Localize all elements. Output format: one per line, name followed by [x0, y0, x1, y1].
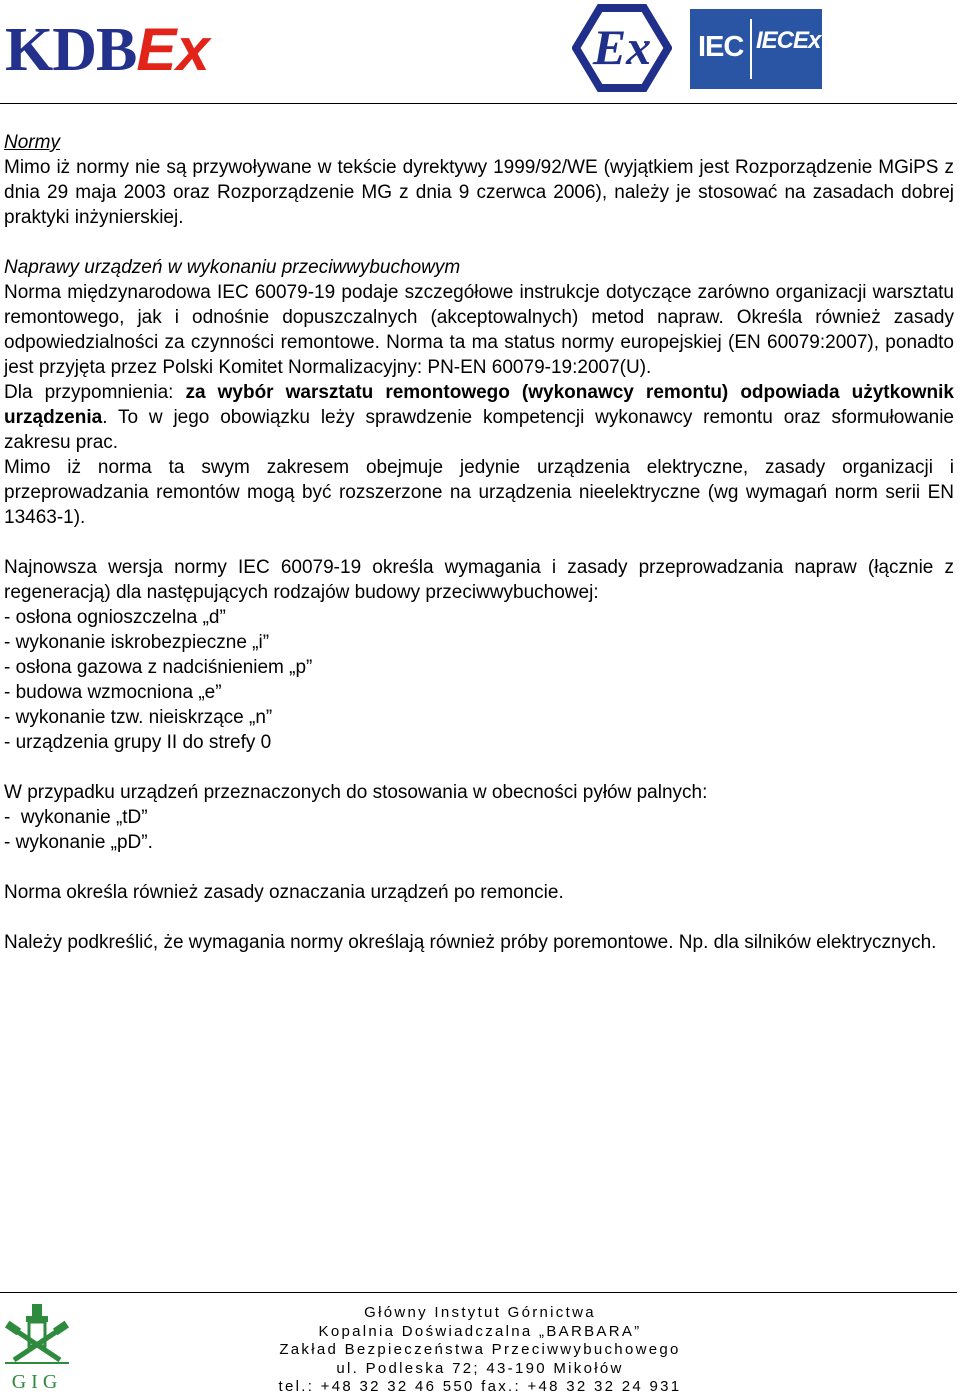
spacer [4, 905, 954, 930]
section-title-normy: Normy [4, 132, 60, 153]
normy-paragraph: Mimo iż normy nie są przywoływane w tekście dyrektywy 1999/92/WE (wyjątkiem jest Rozporządzenie MGiPS z dnia 29 maja 2003 oraz Rozporządzenie MG z dnia 9 czerwca 2006), należy je stosować na zasadach dobrej praktyki inżynierskiej. [4, 157, 954, 228]
naprawy-p2-bold: za wybór warsztatu remontowego (wykonawcy remontu) odpowiada użytkownik urządzenia [4, 382, 954, 428]
section-title-naprawy: Naprawy urządzeń w wykonaniu przeciwwybuchowym [4, 257, 461, 278]
list-item: - osłona gazowa z nadciśnieniem „p” [4, 657, 313, 678]
iec-logo-text: IEC [698, 31, 744, 63]
kdbex-logo [5, 16, 210, 84]
document-body [4, 130, 954, 955]
list-item: - wykonanie „pD”. [4, 832, 153, 853]
gig-logo [2, 1298, 72, 1392]
footer-divider [0, 1292, 957, 1293]
list-item: - wykonanie „tD” [4, 807, 148, 828]
naprawy-paragraph-2 [4, 380, 954, 455]
list-item: - wykonanie iskrobezpieczne „i” [4, 632, 270, 653]
spacer [4, 855, 954, 880]
pyly-intro: W przypadku urządzeń przeznaczonych do stosowania w obecności pyłów palnych: [4, 782, 708, 803]
footer-line-phone: tel.: +48 32 32 46 550 fax.: +48 32 32 24 931 [278, 1378, 682, 1395]
proby-paragraph: Należy podkreślić, że wymagania normy określają również próby poremontowe. Np. dla silników elektrycznych. [4, 932, 937, 953]
footer-line-institute: Główny Instytut Górnictwa [364, 1304, 596, 1321]
spacer [4, 530, 954, 555]
kdbex-logo-ex: Ex [136, 16, 210, 83]
naprawy-p2-suffix: . To w jego obowiązku leży sprawdzenie kompetencji wykonawcy remontu oraz sformułowanie zakresu prac. [4, 407, 954, 453]
naprawy-paragraph-3: Mimo iż norma ta swym zakresem obejmuje jedynie urządzenia elektryczne, zasady organizacji i przeprowadzania remontów mogą być rozszerzone na urządzenia nieelektryczne (wg wymagań norm serii EN 13463-1). [4, 457, 954, 528]
iecex-logo-text: IECEx [756, 27, 821, 54]
naprawy-p2-prefix: Dla przypomnienia: [4, 382, 186, 403]
oznaczanie-paragraph: Norma określa również zasady oznaczania urządzeń po remoncie. [4, 882, 564, 903]
page-header [0, 0, 960, 104]
list-item: - urządzenia grupy II do strefy 0 [4, 732, 272, 753]
naprawy-paragraph-1: Norma międzynarodowa IEC 60079-19 podaje szczegółowe instrukcje dotyczące zarówno organizacji warsztatu remontowego, jak i odnośnie dopuszczalnych (akceptowalnych) metod napraw. Określa również zasady odpowiedzialności za czynności remontowe. Norma ta ma status normy europejskiej (EN 60079:2007), ponadto jest przyjęta przez Polski Komitet Normalizacyjny: PN-EN 60079-19:2007(U). [4, 282, 954, 378]
najnowsza-intro: Najnowsza wersja normy IEC 60079-19 określa wymagania i zasady przeprowadzania napraw (łącznie z regeneracją) dla następujących rodzajów budowy przeciwwybuchowej: [4, 557, 954, 603]
footer-line-department: Zakład Bezpieczeństwa Przeciwwybuchowego [279, 1341, 681, 1358]
footer-address [210, 1304, 750, 1397]
spacer [4, 230, 954, 255]
header-divider [0, 103, 957, 104]
list-item: - budowa wzmocniona „e” [4, 682, 222, 703]
footer-line-mine: Kopalnia Doświadczalna „BARBARA” [318, 1322, 642, 1340]
spacer [4, 755, 954, 780]
gig-logo-text: GIG [11, 1371, 63, 1392]
ex-mark-text: Ex [592, 19, 652, 75]
list-item: - osłona ognioszczelna „d” [4, 607, 226, 628]
iec-iecex-logo [690, 9, 822, 89]
footer-line-street: ul. Podleska 72; 43-190 Mikołów [336, 1359, 624, 1377]
iec-logo-divider [750, 19, 752, 79]
kdbex-logo-kdb: KDB [5, 16, 137, 84]
list-item: - wykonanie tzw. nieiskrzące „n” [4, 707, 273, 728]
ex-hexagon-logo [572, 4, 672, 92]
